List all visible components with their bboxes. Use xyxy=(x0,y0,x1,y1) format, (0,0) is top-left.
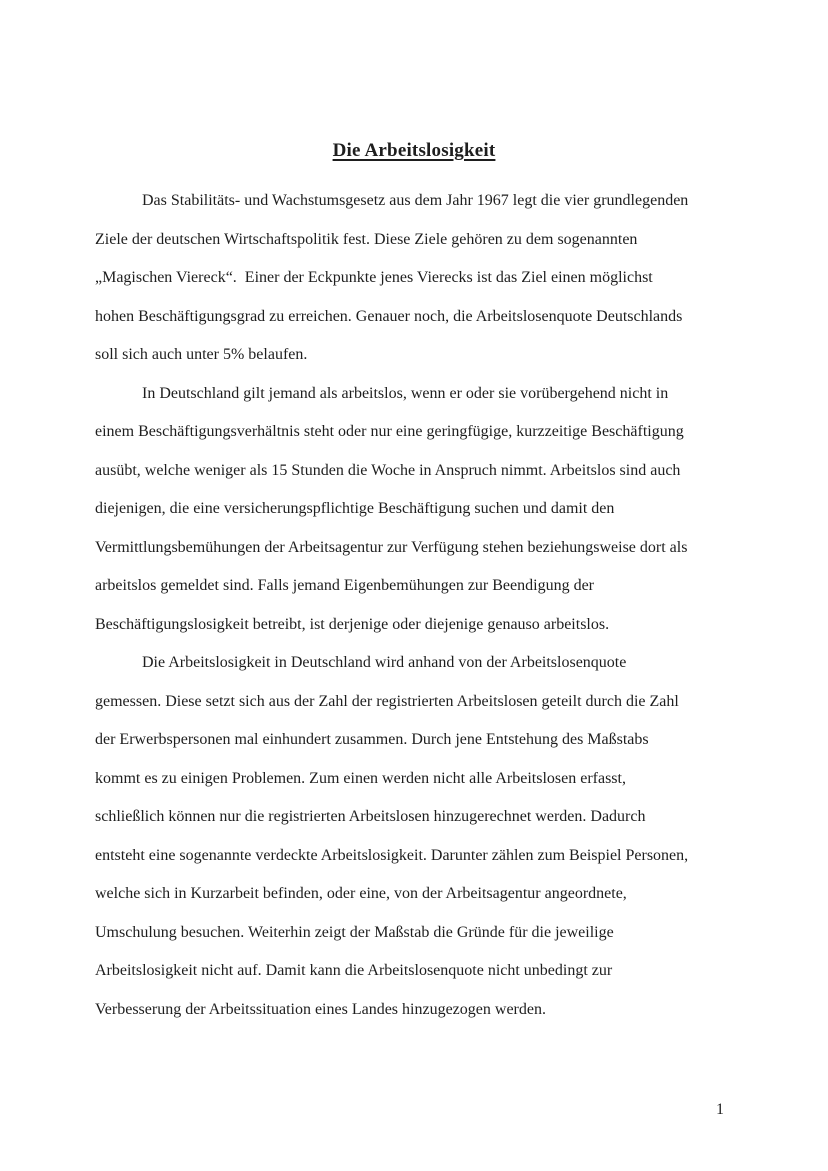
text-line: entsteht eine sogenannte verdeckte Arbeitslosigkeit. Darunter zählen zum Beispiel Personen, xyxy=(95,846,689,864)
text-line: Arbeitslosigkeit nicht auf. Damit kann die Arbeitslosenquote nicht unbedingt zur xyxy=(95,962,613,979)
document-title: Die Arbeitslosigkeit xyxy=(332,140,496,161)
text-line: gemessen. Diese setzt sich aus der Zahl der registrierten Arbeitslosen geteilt durch die Zahl xyxy=(95,692,679,710)
paragraph-1 xyxy=(95,182,745,375)
text-line: In Deutschland gilt jemand als arbeitslos, wenn er oder sie vorübergehend nicht in xyxy=(142,384,669,402)
text-line: soll sich auch unter 5% belaufen. xyxy=(95,346,308,363)
text-line: hohen Beschäftigungsgrad zu erreichen. Genauer noch, die Arbeitslosenquote Deutschlands xyxy=(95,307,683,325)
text-line: arbeitslos gemeldet sind. Falls jemand Eigenbemühungen zur Beendigung der xyxy=(95,577,594,594)
paragraph-2 xyxy=(95,375,745,645)
text-line: diejenigen, die eine versicherungspflichtige Beschäftigung suchen und damit den xyxy=(95,500,615,517)
page-number: 1 xyxy=(716,1101,724,1118)
text-line: Das Stabilitäts- und Wachstumsgesetz aus dem Jahr 1967 legt die vier grundlegenden xyxy=(142,192,689,209)
text-line: der Erwerbspersonen mal einhundert zusammen. Durch jene Entstehung des Maßstabs xyxy=(95,731,649,748)
text-line: welche sich in Kurzarbeit befinden, oder eine, von der Arbeitsagentur angeordnete, xyxy=(95,885,627,902)
text-line: Die Arbeitslosigkeit in Deutschland wird anhand von der Arbeitslosenquote xyxy=(142,654,627,671)
text-line: „Magischen Viereck“. Einer der Eckpunkte jenes Vierecks ist das Ziel einen möglichst xyxy=(95,269,653,286)
text-line: Beschäftigungslosigkeit betreibt, ist derjenige oder diejenige genauso arbeitslos. xyxy=(95,615,610,633)
text-line: Vermittlungsbemühungen der Arbeitsagentur zur Verfügung stehen beziehungsweise dort als xyxy=(95,538,688,556)
text-line: Umschulung besuchen. Weiterhin zeigt der Maßstab die Gründe für die jeweilige xyxy=(95,923,614,941)
text-line: Verbesserung der Arbeitssituation eines Landes hinzugezogen werden. xyxy=(95,1000,546,1018)
text-line: kommt es zu einigen Problemen. Zum einen werden nicht alle Arbeitslosen erfasst, xyxy=(95,769,626,787)
paragraph-3 xyxy=(95,644,745,1029)
text-line: Ziele der deutschen Wirtschaftspolitik fest. Diese Ziele gehören zu dem sogenannten xyxy=(95,230,638,248)
text-line: ausübt, welche weniger als 15 Stunden die Woche in Anspruch nimmt. Arbeitslos sind auch xyxy=(95,461,681,479)
document-body xyxy=(95,182,745,1029)
text-line: einem Beschäftigungsverhältnis steht oder nur eine geringfügige, kurzzeitige Beschäftigung xyxy=(95,423,684,440)
text-line: schließlich können nur die registrierten Arbeitslosen hinzugerechnet werden. Dadurch xyxy=(95,808,646,825)
